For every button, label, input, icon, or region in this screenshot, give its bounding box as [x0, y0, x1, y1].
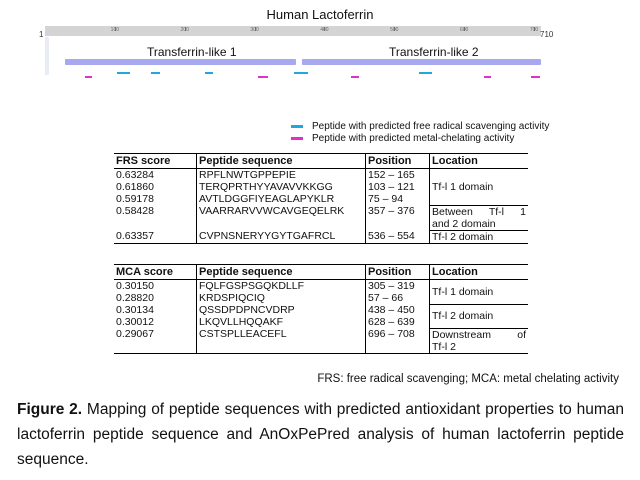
legend-mca-swatch: [291, 137, 303, 140]
figure-caption: [17, 397, 624, 472]
mca-peptide-segment: [351, 76, 359, 78]
table-row: [114, 205, 528, 230]
mca-location-tf1: Tf-l 1 domain: [430, 280, 529, 305]
domain-bar-1: [65, 59, 296, 65]
domain-bar-2: [302, 59, 541, 65]
mca-header-position: Position: [366, 265, 430, 280]
frs-sequence-cell: VAARRARVVWCAVGEQELRK: [197, 205, 366, 230]
legend-mca-label: Peptide with predicted metal-chelating activity: [312, 133, 515, 144]
mca-score-cell: 0.30134: [114, 304, 197, 316]
frs-table: [114, 153, 528, 244]
mca-peptide-segment: [258, 76, 268, 78]
frs-header-sequence: Peptide sequence: [197, 154, 366, 169]
frs-position-cell: 103 – 121: [366, 181, 430, 193]
frs-peptide-segment: [117, 72, 130, 74]
frs-sequence-cell: RPFLNWTGPPEPIE: [197, 169, 366, 182]
map-title: Human Lactoferrin: [266, 7, 374, 22]
mca-header-score: MCA score: [114, 265, 197, 280]
frs-peptide-segment: [419, 72, 432, 74]
frs-header-score: FRS score: [114, 154, 197, 169]
frs-header-position: Position: [366, 154, 430, 169]
frs-table-header: [114, 154, 528, 169]
frs-score-cell: 0.63357: [114, 230, 197, 243]
mca-location-downstream-line2: Tf-l 2: [432, 340, 456, 353]
mca-header-location: Location: [430, 265, 529, 280]
frs-header-location: Location: [430, 154, 529, 169]
end-label: 710: [540, 30, 554, 39]
frs-peptide-segment: [294, 72, 307, 74]
mca-peptide-segment: [85, 76, 92, 78]
tick-label: 700: [529, 27, 539, 33]
mca-sequence-cell: FQLFGSPSGQKDLLF: [197, 280, 366, 293]
mca-score-cell: 0.30012: [114, 316, 197, 328]
mca-peptide-segment: [531, 76, 539, 78]
track-edge: [45, 37, 49, 75]
tick-label: 200: [180, 27, 189, 33]
mca-score-cell: 0.28820: [114, 292, 197, 304]
mca-position-cell: 696 – 708: [366, 328, 430, 353]
legend-frs-label: Peptide with predicted free radical scavenging activity: [312, 121, 550, 132]
frs-position-cell: 75 – 94: [366, 193, 430, 205]
legend-mca: [291, 133, 514, 144]
tick-label: 300: [250, 27, 259, 33]
mca-position-cell: 57 – 66: [366, 292, 430, 304]
frs-sequence-cell: AVTLDGGFIYEAGLAPYKLR: [197, 193, 366, 205]
frs-location-between-line1: Between Tf-l 1: [432, 205, 526, 218]
frs-position-cell: 536 – 554: [366, 230, 430, 243]
frs-score-cell: 0.63284: [114, 169, 197, 182]
mca-location-tf2: Tf-l 2 domain: [430, 304, 529, 328]
table-row: [114, 328, 528, 353]
domain-label-1: Transferrin-like 1: [147, 45, 237, 59]
table-row: [114, 280, 528, 293]
frs-peptide-segment: [151, 72, 160, 74]
frs-location-tf1: Tf-l 1 domain: [430, 169, 529, 206]
frs-sequence-cell: TERQPRTHYYAVAVVKKGG: [197, 181, 366, 193]
tick-label: 400: [320, 27, 329, 33]
legend-frs-swatch: [291, 125, 303, 128]
mca-position-cell: 305 – 319: [366, 280, 430, 293]
table-row: [114, 230, 528, 243]
legend-frs: [291, 121, 549, 132]
frs-peptide-segment: [205, 72, 213, 74]
frs-score-cell: 0.59178: [114, 193, 197, 205]
mca-table-header: [114, 265, 528, 280]
frs-sequence-cell: CVPNSNERYYGYTGAFRCL: [197, 230, 366, 243]
mca-sequence-cell: KRDSPIQCIQ: [197, 292, 366, 304]
mca-location-downstream-line1: Downstream of: [432, 328, 526, 341]
frs-score-cell: 0.58428: [114, 205, 197, 230]
frs-location-between-line2: and 2 domain: [432, 217, 496, 230]
domain-label-2: Transferrin-like 2: [389, 45, 479, 59]
tick-label: 100: [110, 27, 120, 33]
frs-position-cell: 357 – 376: [366, 205, 430, 230]
table-row: [114, 169, 528, 182]
tick-label: 600: [459, 27, 469, 33]
mca-score-cell: 0.29067: [114, 328, 197, 353]
mca-header-sequence: Peptide sequence: [197, 265, 366, 280]
table-row: [114, 304, 528, 316]
mca-sequence-cell: QSSDPDPNCVDRP: [197, 304, 366, 316]
mca-peptide-segment: [484, 76, 492, 78]
frs-score-cell: 0.61860: [114, 181, 197, 193]
mca-position-cell: 628 – 639: [366, 316, 430, 328]
mca-position-cell: 438 – 450: [366, 304, 430, 316]
mca-sequence-cell: LKQVLLHQQAKF: [197, 316, 366, 328]
mca-sequence-cell: CSTSPLLEACEFL: [197, 328, 366, 353]
frs-location-between: [430, 205, 529, 230]
mca-table: [114, 264, 528, 354]
figure-label: Figure 2.: [17, 401, 83, 418]
start-label: 1: [39, 30, 44, 39]
frs-location-tf2: Tf-l 2 domain: [430, 230, 529, 243]
caption-text: Mapping of peptide sequences with predicted antioxidant properties to human lactoferrin peptide sequence and AnOxPePred analysis of human lactoferrin peptide sequence.: [17, 401, 624, 468]
frs-position-cell: 152 – 165: [366, 169, 430, 182]
mca-score-cell: 0.30150: [114, 280, 197, 293]
mca-location-downstream: [430, 328, 529, 353]
tick-label: 500: [390, 27, 399, 33]
abbreviations-note: FRS: free radical scavenging; MCA: metal chelating activity: [317, 373, 619, 385]
